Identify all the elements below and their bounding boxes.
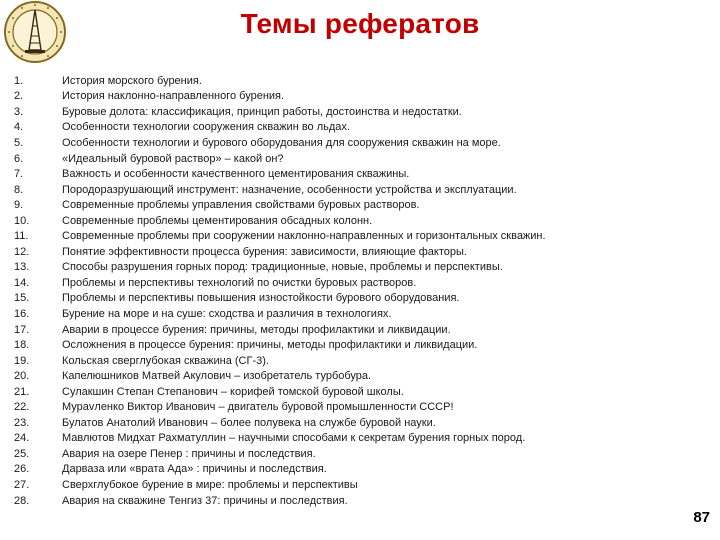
list-item	[14, 353, 654, 369]
topic-text: Сверхглубокое бурение в мире: проблемы и перспективы	[62, 478, 358, 491]
topic-number: 26.	[14, 463, 30, 476]
list-item	[14, 368, 654, 384]
topic-text: Проблемы и перспективы технологий по очистки буровых растворов.	[62, 276, 417, 289]
list-item	[14, 306, 654, 322]
topic-number: 22.	[14, 401, 30, 414]
topic-number: 14.	[14, 276, 30, 289]
list-item	[14, 151, 654, 167]
list-item	[14, 322, 654, 338]
topic-number: 9.	[14, 199, 24, 212]
topic-text: Современные проблемы при сооружении наклонно-направленных и горизонтальных скважин.	[62, 230, 546, 243]
topic-number: 27.	[14, 478, 30, 491]
topic-text: Аварии в процессе бурения: причины, методы профилактики и ликвидации.	[62, 323, 451, 336]
topic-text: Авария на скважине Тенгиз 37: причины и последствия.	[62, 494, 348, 507]
topic-number: 7.	[14, 168, 24, 181]
topic-number: 12.	[14, 245, 30, 258]
topic-number: 23.	[14, 416, 30, 429]
topic-text: Осложнения в процессе бурения: причины, методы профилактики и ликвидации.	[62, 339, 478, 352]
topic-text: Мурavленко Виктор Иванович – двигатель буровой промышленности СССР!	[62, 401, 454, 414]
page-number: 87	[693, 509, 710, 526]
list-item	[14, 228, 654, 244]
list-item	[14, 89, 654, 105]
list-item	[14, 446, 654, 462]
topic-number: 25.	[14, 447, 30, 460]
list-item	[14, 182, 654, 198]
list-item	[14, 291, 654, 307]
list-item	[14, 477, 654, 493]
topic-text: Булатов Анатолий Иванович – более полувека на службе буровой науки.	[62, 416, 436, 429]
topic-number: 16.	[14, 307, 30, 320]
topic-text: Особенности технологии и бурового оборудования для сооружения скважин на море.	[62, 136, 501, 149]
topic-number: 18.	[14, 339, 30, 352]
topic-text: Кольская сверглубокая скважина (СГ-3).	[62, 354, 269, 367]
topic-text: Капелюшников Матвей Акулович – изобретатель турбобура.	[62, 370, 372, 383]
page-title: Темы рефератов	[240, 8, 480, 39]
topic-number: 2.	[14, 90, 24, 103]
list-item	[14, 275, 654, 291]
topic-text: Проблемы и перспективы повышения изностойкости бурового оборудования.	[62, 292, 460, 305]
topic-text: Буровые долота: классификация, принцип работы, достоинства и недостатки.	[62, 105, 462, 118]
topic-number: 20.	[14, 370, 30, 383]
topic-number: 13.	[14, 261, 30, 274]
topic-text: Современные проблемы управления свойствами буровых растворов.	[62, 199, 420, 212]
topic-text: История морского бурения.	[62, 74, 202, 87]
list-item	[14, 462, 654, 478]
topic-list	[14, 73, 654, 508]
list-item	[14, 104, 654, 120]
topic-text: История наклонно-направленного бурения.	[62, 90, 285, 103]
list-item	[14, 337, 654, 353]
topic-number: 19.	[14, 354, 30, 367]
topic-number: 8.	[14, 183, 24, 196]
list-item	[14, 260, 654, 276]
topic-text: Современные проблемы цементирования обсадных колонн.	[62, 214, 373, 227]
list-item	[14, 135, 654, 151]
list-item	[14, 384, 654, 400]
topic-text: Бурение на море и на суше: сходства и различия в технологиях.	[62, 307, 392, 320]
topic-text: Мавлютов Мидхат Рахматуллин – научными способами к секретам бурения горных пород.	[62, 432, 526, 445]
topic-number: 28.	[14, 494, 30, 507]
topic-number: 3.	[14, 105, 24, 118]
topic-number: 6.	[14, 152, 24, 165]
topic-number: 10.	[14, 214, 30, 227]
list-item	[14, 399, 654, 415]
topic-text: Дарваза или «врата Ада» : причины и последствия.	[62, 463, 327, 476]
topic-number: 17.	[14, 323, 30, 336]
list-item	[14, 213, 654, 229]
topic-text: Способы разрушения горных пород: традиционные, новые, проблемы и перспективы.	[62, 261, 503, 274]
topic-text: Особенности технологии сооружения скважин во льдах.	[62, 121, 350, 134]
topic-text: Понятие эффективности процесса бурения: зависимости, влияющие факторы.	[62, 245, 467, 258]
list-item	[14, 166, 654, 182]
list-item	[14, 431, 654, 447]
list-item	[14, 197, 654, 213]
list-item	[14, 73, 654, 89]
topic-text: Важность и особенности качественного цементирования скважины.	[62, 168, 410, 181]
topic-number: 4.	[14, 121, 24, 134]
topic-text: Авария на озере Пенер : причины и последствия.	[62, 447, 316, 460]
topic-number: 15.	[14, 292, 30, 305]
topic-text: Породоразрушающий инструмент: назначение, особенности устройства и эксплуатации.	[62, 183, 517, 196]
topic-number: 5.	[14, 136, 24, 149]
topic-text: «Идеальный буровой раствор» – какой он?	[62, 152, 284, 165]
topic-number: 21.	[14, 385, 30, 398]
topic-text: Сулакшин Степан Степанович – корифей томской буровой школы.	[62, 385, 404, 398]
list-item	[14, 120, 654, 136]
list-item	[14, 493, 654, 509]
list-item	[14, 415, 654, 431]
topic-number: 24.	[14, 432, 30, 445]
topic-number: 1.	[14, 74, 24, 87]
list-item	[14, 244, 654, 260]
topic-number: 11.	[14, 230, 29, 243]
